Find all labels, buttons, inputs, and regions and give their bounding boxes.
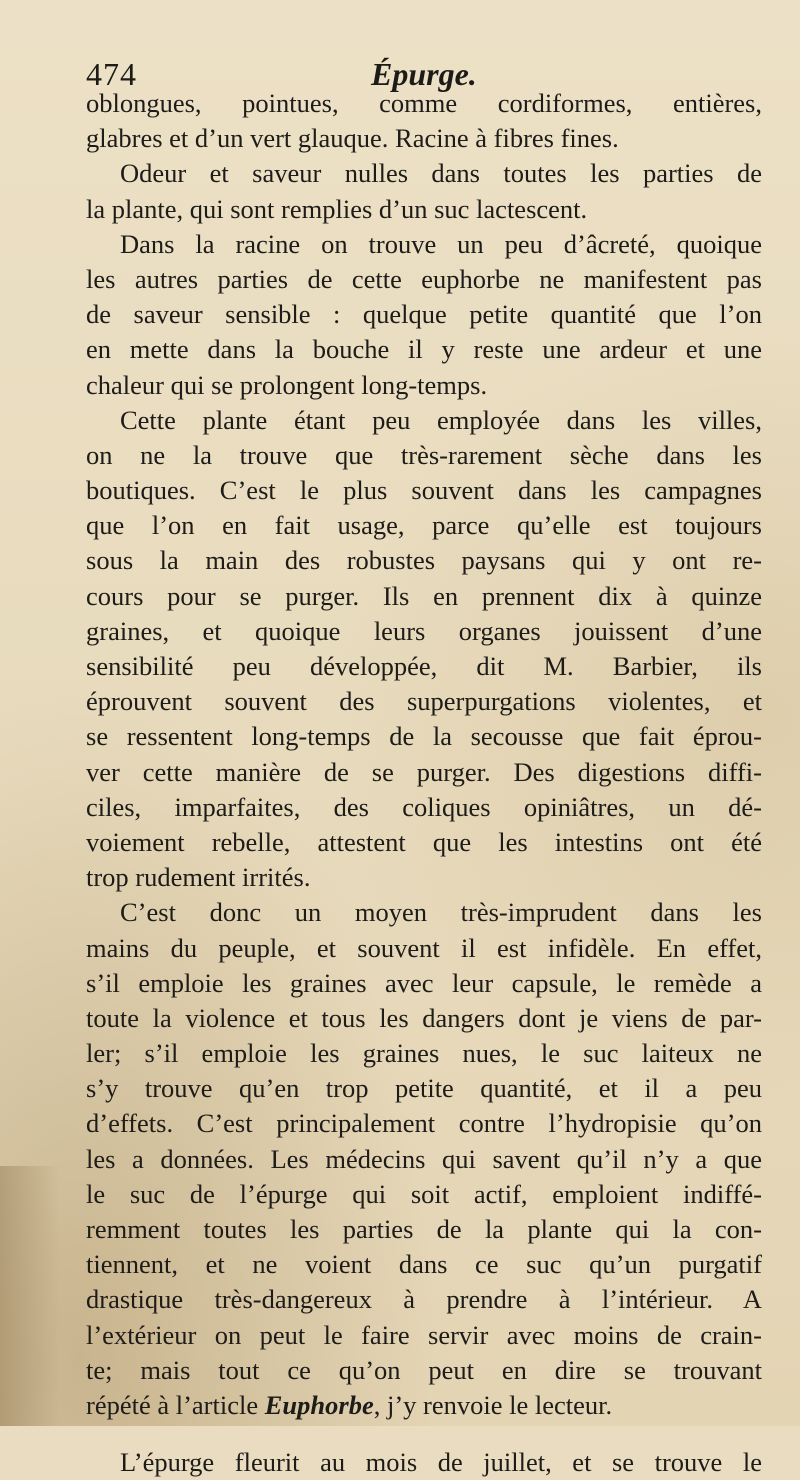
text-line: sous la main des robustes paysans qui y ont re-: [86, 545, 762, 576]
text-line: d’effets. C’est principalement contre l’hydropisie qu’on: [86, 1108, 762, 1139]
text-line: oblongues, pointues, comme cordiformes, entières,: [86, 88, 762, 118]
text-line: la plante, qui sont remplies d’un suc lactescent.: [86, 193, 588, 224]
text-line: en mette dans la bouche il y reste une ardeur et une: [86, 334, 762, 365]
text-line: de saveur sensible : quelque petite quantité que l’on: [86, 299, 762, 330]
text-line: ler; s’il emploie les graines nues, le suc laiteux ne: [86, 1038, 762, 1069]
text-line: les a données. Les médecins qui savent qu’il n’y a que: [86, 1143, 762, 1174]
text-line: que l’on en fait usage, parce qu’elle est toujours: [86, 510, 762, 541]
text-line: les autres parties de cette euphorbe ne manifestent pas: [86, 263, 762, 294]
text-line: l’extérieur on peut le faire servir avec moins de crain-: [86, 1319, 762, 1350]
text-line: éprouvent souvent des superpurgations violentes, et: [86, 686, 762, 717]
text-line: se ressentent long-temps de la secousse que fait éprou-: [86, 721, 762, 752]
text-line: mains du peuple, et souvent il est infidèle. En effet,: [86, 932, 762, 963]
text-line: graines, et quoique leurs organes jouissent d’une: [86, 615, 762, 646]
text-line: voiement rebelle, attestent que les intestins ont été: [86, 826, 762, 857]
text-line: Cette plante étant peu employée dans les villes,: [120, 404, 762, 435]
text-line-with-reference: [86, 1388, 762, 1423]
text-line: cours pour se purger. Ils en prennent dix à quinze: [86, 580, 762, 611]
text-line: ciles, imparfaites, des coliques opiniâtres, un dé-: [86, 791, 762, 822]
text-line: glabres et d’un vert glauque. Racine à fibres fines.: [86, 123, 619, 154]
reference-suffix: , j’y renvoie le lecteur.: [373, 1389, 613, 1420]
text-line: te; mais tout ce qu’on peut en dire se trouvant: [86, 1354, 762, 1385]
reference-prefix: répété à l’article: [86, 1389, 265, 1420]
text-line: s’il emploie les graines avec leur capsule, le remède a: [86, 967, 762, 998]
text-line: toute la violence et tous les dangers dont je viens de par-: [86, 1002, 762, 1033]
text-line: le suc de l’épurge qui soit actif, emploient indiffé-: [86, 1178, 762, 1209]
closing-text-line: L’épurge fleurit au mois de juillet, et se trouve le: [120, 1447, 762, 1478]
text-line: C’est donc un moyen très-imprudent dans les: [120, 897, 762, 928]
text-line: on ne la trouve que très-rarement sèche dans les: [86, 439, 762, 470]
text-line: Odeur et saveur nulles dans toutes les parties de: [120, 158, 762, 189]
text-line: s’y trouve qu’en trop petite quantité, et il a peu: [86, 1073, 762, 1104]
text-line: trop rudement irrités.: [86, 862, 311, 893]
cross-reference-term: Euphorbe: [264, 1389, 374, 1420]
text-line: sensibilité peu développée, dit M. Barbier, ils: [86, 651, 762, 681]
text-line: chaleur qui se prolongent long-temps.: [86, 369, 488, 400]
text-line: ver cette manière de se purger. Des digestions diffi-: [86, 756, 762, 787]
body-text: [86, 86, 762, 1480]
text-line: tiennent, et ne voient dans ce suc qu’un purgatif: [86, 1249, 762, 1280]
page-number: 474: [86, 56, 137, 92]
running-title: Épurge.: [371, 56, 477, 92]
page-edge-shadow: [0, 1166, 60, 1426]
text-line: boutiques. C’est le plus souvent dans les campagnes: [86, 475, 762, 506]
text-line: Dans la racine on trouve un peu d’âcreté, quoique: [120, 228, 762, 259]
text-line: remment toutes les parties de la plante qui la con-: [86, 1214, 762, 1244]
text-line: drastique très-dangereux à prendre à l’intérieur. A: [86, 1284, 762, 1315]
